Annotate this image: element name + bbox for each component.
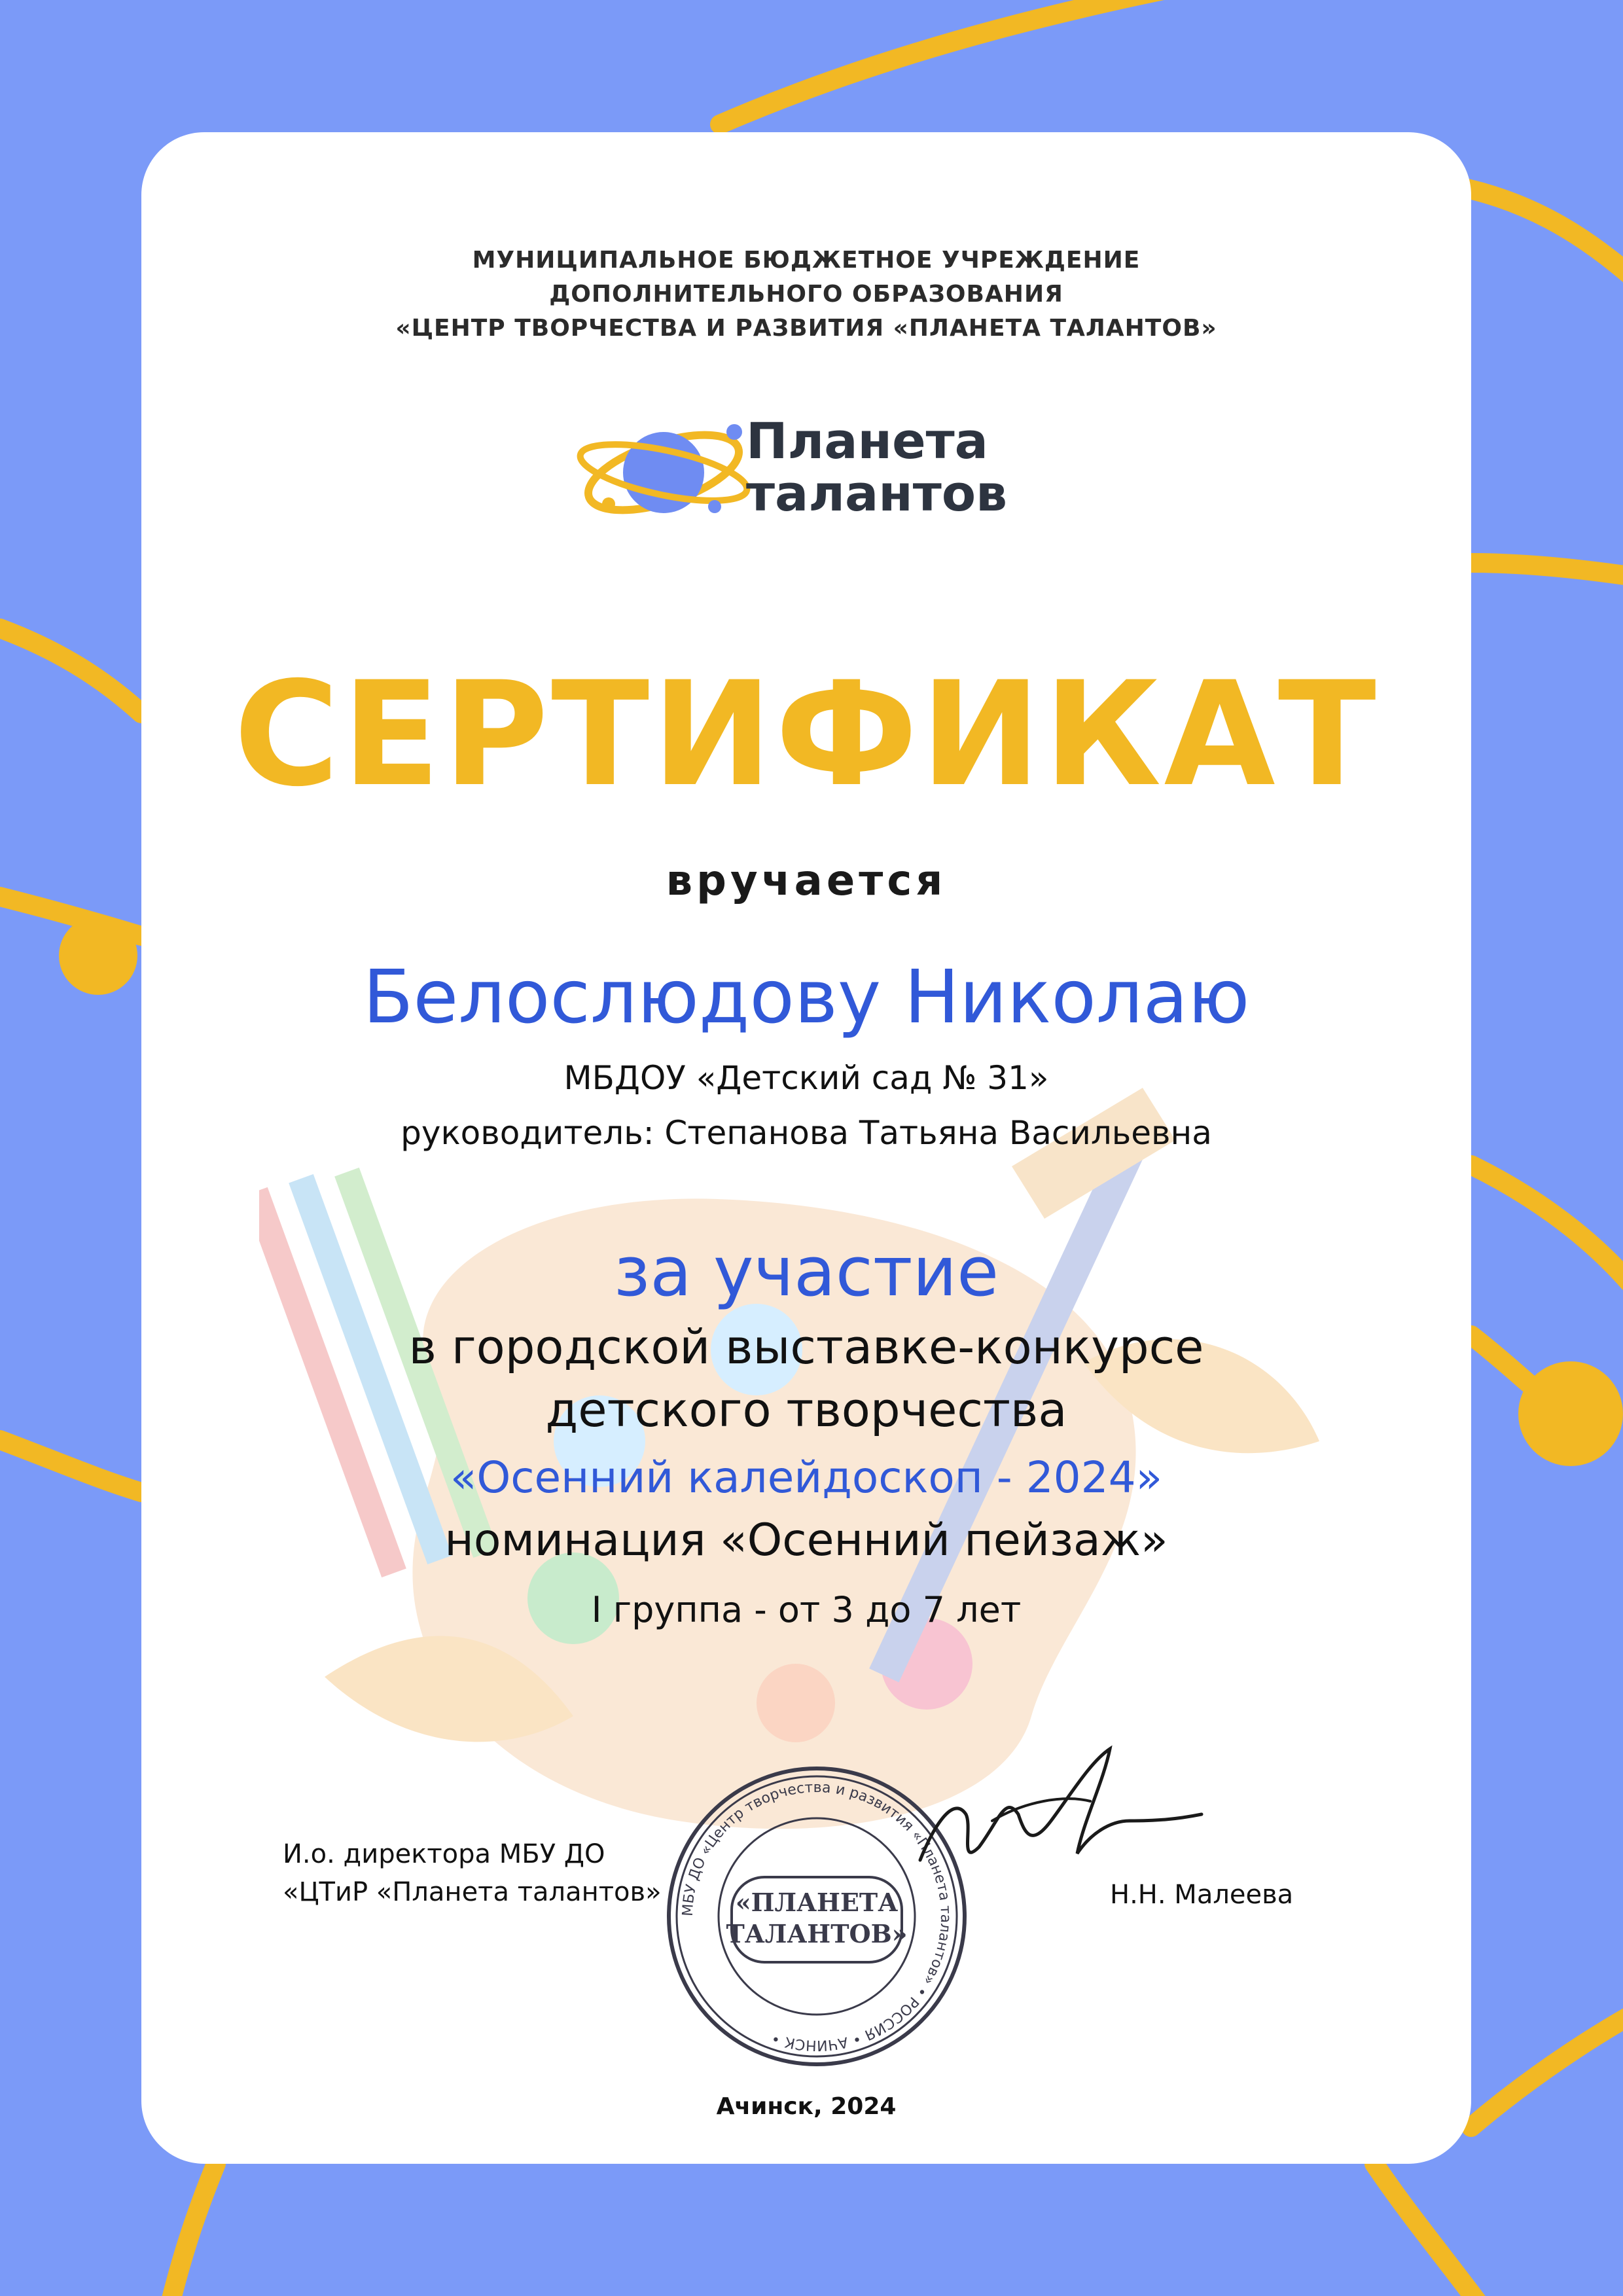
- participation-label: за участие: [613, 1232, 999, 1312]
- seal-center-line-1: «ПЛАНЕТА: [735, 1888, 899, 1917]
- contest-name: «Осенний калейдоскоп - 2024»: [450, 1452, 1163, 1503]
- seal-center-line-2: ТАЛАНТОВ»: [726, 1919, 908, 1948]
- logo-line-1: Планета: [746, 412, 988, 470]
- org-line-2: ДОПОЛНИТЕЛЬНОГО ОБРАЗОВАНИЯ: [549, 281, 1063, 308]
- recipient-name: Белослюдову Николаю: [363, 955, 1250, 1040]
- signatory-position: [283, 1835, 662, 1911]
- org-line-3: «ЦЕНТР ТВОРЧЕСТВА И РАЗВИТИЯ «ПЛАНЕТА ТАЛАНТОВ»: [395, 315, 1217, 342]
- school-name: МБДОУ «Детский сад № 31»: [563, 1059, 1049, 1097]
- organization-header: [141, 243, 1471, 346]
- logo-wordmark: [746, 412, 1008, 522]
- seal-ring-text: МБУ ДО «Центр творчества и развития «Планета талантов» • РОССИЯ • АЧИНСК •: [679, 1779, 954, 2054]
- position-line-2: «ЦТиР «Планета талантов»: [283, 1877, 662, 1907]
- org-line-1: МУНИЦИПАЛЬНОЕ БЮДЖЕТНОЕ УЧРЕЖДЕНИЕ: [472, 247, 1141, 274]
- handwritten-signature: [894, 1723, 1208, 1893]
- logo-line-2: талантов: [746, 464, 1008, 522]
- age-group: I группа - от 3 до 7 лет: [591, 1589, 1022, 1630]
- event-line-2: детского творчества: [545, 1382, 1067, 1437]
- awarded-label: вручается: [666, 857, 947, 905]
- signatory-name: Н.Н. Малеева: [1110, 1880, 1294, 1910]
- city-year: Ачинск, 2024: [716, 2093, 897, 2120]
- position-line-1: И.о. директора МБУ ДО: [283, 1839, 605, 1869]
- nomination: номинация «Осенний пейзаж»: [444, 1515, 1168, 1566]
- event-line-1: в городской выставке-конкурсе: [408, 1319, 1204, 1374]
- certificate-card: [141, 132, 1471, 2164]
- certificate-title: СЕРТИФИКАТ: [234, 651, 1379, 818]
- leader-name: руководитель: Степанова Татьяна Васильевна: [401, 1114, 1212, 1152]
